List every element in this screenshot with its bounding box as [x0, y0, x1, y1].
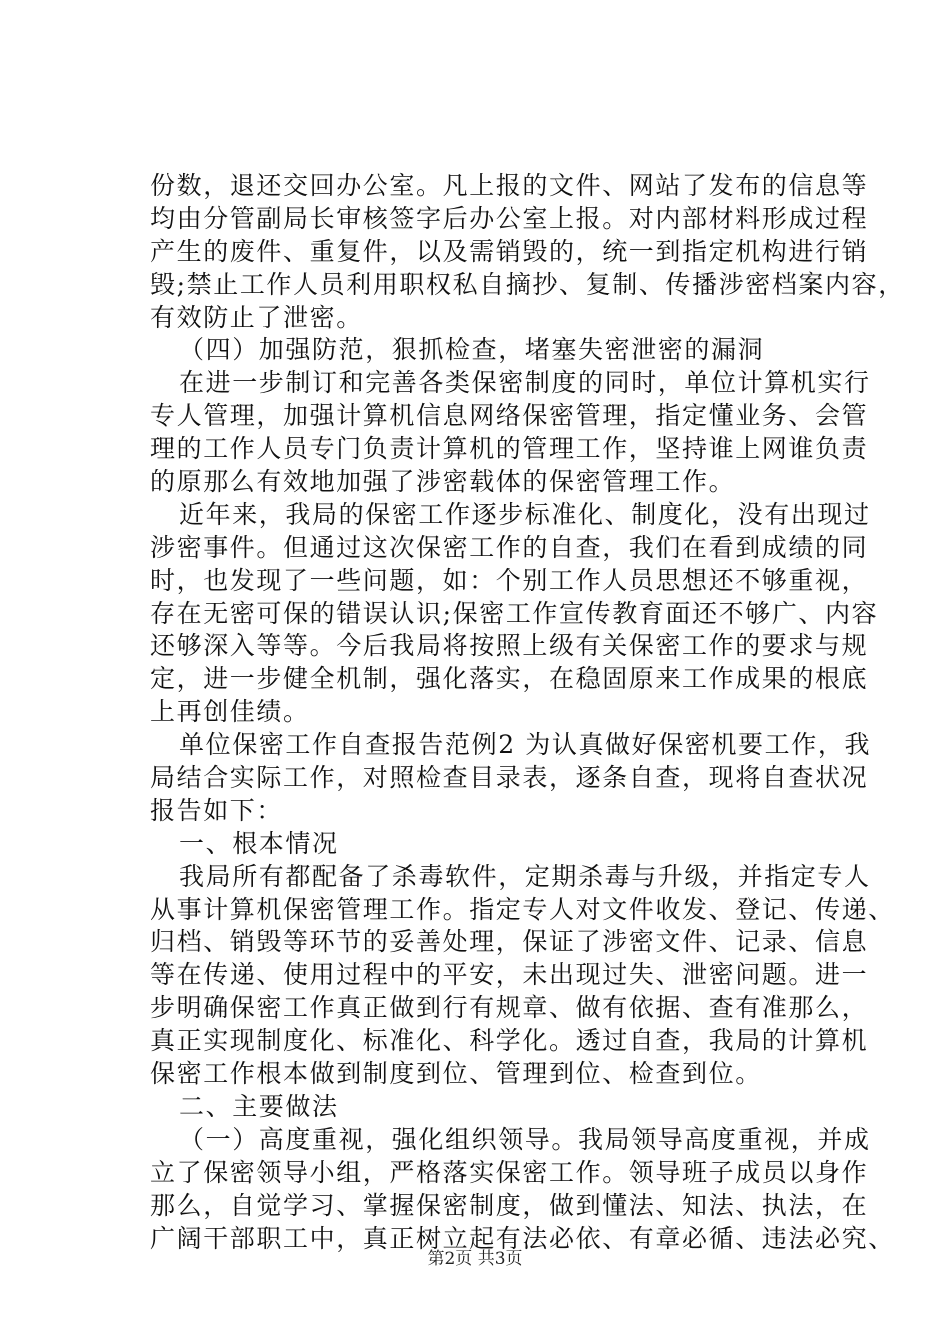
text-line: 产生的废件、重复件，以及需销毁的，统一到指定机构进行销 — [150, 236, 869, 266]
text-line: 有效防止了泄密。 — [150, 302, 363, 332]
text-line: 保密工作根本做到制度到位、管理到位、检查到位。 — [150, 1059, 762, 1089]
text-line: 近年来，我局的保密工作逐步标准化、制度化，没有出现过 — [179, 499, 871, 529]
text-line: 报告如下： — [150, 795, 284, 825]
text-line: 立了保密领导小组，严格落实保密工作。领导班子成员以身作 — [150, 1157, 869, 1187]
text-line: 在进一步制订和完善各类保密制度的同时，单位计算机实行 — [179, 368, 871, 398]
text-line: 均由分管副局长审核签字后办公室上报。对内部材料形成过程 — [150, 203, 869, 233]
text-line: 那么，自觉学习、掌握保密制度，做到懂法、知法、执法，在 — [150, 1190, 869, 1220]
text-line: （一）高度重视，强化组织领导。我局领导高度重视，并成 — [179, 1124, 871, 1154]
text-line: 的原那么有效地加强了涉密载体的保密管理工作。 — [150, 467, 736, 497]
text-line: 理的工作人员专门负责计算机的管理工作，坚持谁上网谁负责 — [150, 434, 869, 464]
text-line: 上再创佳绩。 — [150, 697, 310, 727]
text-line: 等在传递、使用过程中的平安，未出现过失、泄密问题。进一 — [150, 960, 869, 990]
text-line: 毁;禁止工作人员利用职权私自摘抄、复制、传播涉密档案内容， — [150, 269, 905, 299]
text-line: 涉密事件。但通过这次保密工作的自查，我们在看到成绩的同 — [150, 532, 869, 562]
section-heading: 二、主要做法 — [179, 1091, 339, 1121]
section-heading: （四）加强防范，狠抓检查，堵塞失密泄密的漏洞 — [179, 335, 765, 365]
text-line: 单位保密工作自查报告范例2 为认真做好保密机要工作，我 — [179, 730, 872, 760]
text-line: 定，进一步健全机制，强化落实，在稳固原来工作成果的根底 — [150, 664, 869, 694]
page-number-footer: 第2页 共3页 — [427, 1249, 523, 1269]
text-line: 存在无密可保的错误认识;保密工作宣传教育面还不够广、内容 — [150, 598, 879, 628]
text-line: 真正实现制度化、标准化、科学化。透过自查，我局的计算机 — [150, 1026, 869, 1056]
text-line: 从事计算机保密管理工作。指定专人对文件收发、登记、传递、 — [150, 894, 895, 924]
text-line: 份数，退还交回办公室。凡上报的文件、网站了发布的信息等 — [150, 171, 869, 200]
text-line: 还够深入等等。今后我局将按照上级有关保密工作的要求与规 — [150, 631, 869, 661]
text-line: 广阔干部职工中，真正树立起有法必依、有章必循、违法必究、 — [150, 1223, 895, 1253]
text-line: 我局所有都配备了杀毒软件，定期杀毒与升级，并指定专人 — [179, 861, 871, 891]
text-line: 步明确保密工作真正做到行有规章、做有依据、查有准那么， — [150, 993, 869, 1023]
text-line: 局结合实际工作，对照检查目录表，逐条自查，现将自查状况 — [150, 763, 869, 793]
text-line: 时，也发现了一些问题，如：个别工作人员思想还不够重视， — [150, 565, 869, 595]
section-heading: 一、根本情况 — [179, 828, 339, 858]
body-text — [150, 170, 905, 1255]
text-line: 归档、销毁等环节的妥善处理，保证了涉密文件、记录、信息 — [150, 927, 869, 957]
text-line: 专人管理，加强计算机信息网络保密管理，指定懂业务、会管 — [150, 401, 869, 431]
